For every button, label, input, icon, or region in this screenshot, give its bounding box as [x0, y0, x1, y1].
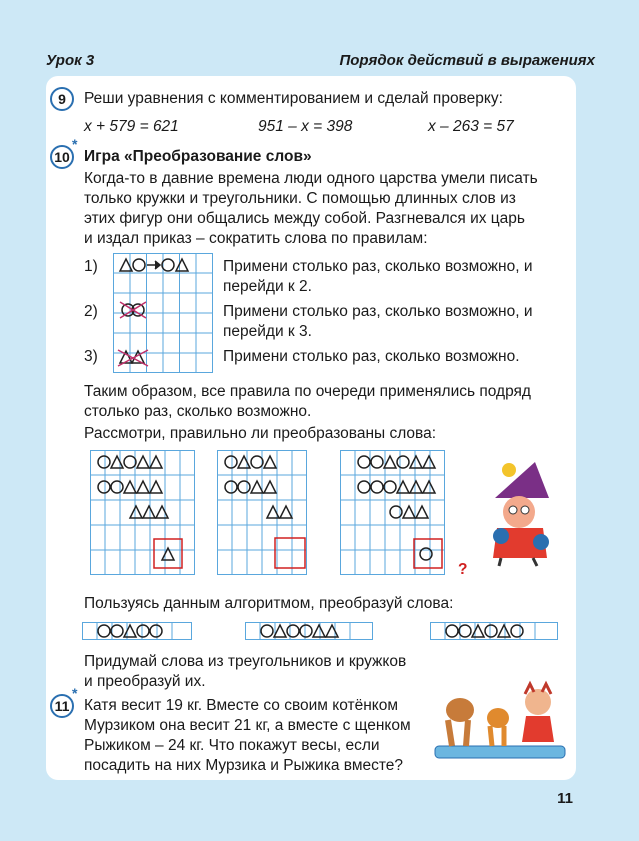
task-10-star: *: [72, 136, 78, 152]
summary-line-2: столько раз, сколько возможно.: [84, 403, 312, 420]
equation-1: x + 579 = 621: [84, 118, 179, 135]
equation-3: x – 263 = 57: [428, 118, 514, 135]
question-mark: ?: [458, 561, 468, 578]
summary-line-1: Таким образом, все правила по очереди применялись подряд: [84, 383, 531, 400]
intro-line-3: этих фигур они общались между собой. Разгневался их царь: [84, 210, 525, 227]
word-3: [430, 622, 558, 640]
word-1: [82, 622, 192, 640]
check-text: Рассмотри, правильно ли преобразованы слова:: [84, 425, 437, 442]
task-10-number: 10: [50, 145, 74, 169]
rule-2-line-2: перейди к 3.: [223, 323, 312, 340]
scale-illustration: [430, 680, 570, 770]
example-grid-2: [217, 450, 307, 575]
task-11-line-3: Рыжиком – 24 кг. Что покажут весы, если: [84, 737, 380, 754]
lesson-label: Урок 3: [46, 52, 95, 69]
rule-1-line-2: перейди к 2.: [223, 278, 312, 295]
intro-line-2: только кружки и треугольники. С помощью длинных слов из: [84, 190, 516, 207]
rule-3-label: 3): [84, 348, 98, 365]
intro-line-1: Когда-то в давние времена люди одного царства умели писать: [84, 170, 538, 187]
task-text: Пользуясь данным алгоритмом, преобразуй слова:: [84, 595, 454, 612]
rule-1-label: 1): [84, 258, 98, 275]
example-grid-1: [90, 450, 195, 575]
equation-2: 951 – x = 398: [258, 118, 353, 135]
invent-line-1: Придумай слова из треугольников и кружков: [84, 653, 407, 670]
intro-line-4: и издал приказ – сократить слова по правилам:: [84, 230, 428, 247]
rule-3-line-1: Примени столько раз, сколько возможно.: [223, 348, 520, 365]
character-illustration: [483, 458, 563, 568]
task-11-line-1: Катя весит 19 кг. Вместе со своим котёнком: [84, 697, 398, 714]
rule-2-label: 2): [84, 303, 98, 320]
invent-line-2: и преобразуй их.: [84, 673, 206, 690]
lesson-topic: Порядок действий в выражениях: [339, 52, 595, 69]
task-11-line-2: Мурзиком она весит 21 кг, а вместе с щенком: [84, 717, 411, 734]
task-11-star: *: [72, 685, 78, 701]
task-10-title: Игра «Преобразование слов»: [84, 148, 312, 165]
example-grid-3: [340, 450, 445, 575]
rules-grid: [113, 253, 213, 373]
task-9-text: Реши уравнения с комментированием и сделай проверку:: [84, 90, 503, 107]
rule-2-line-1: Примени столько раз, сколько возможно, и: [223, 303, 533, 320]
task-9-number: 9: [50, 87, 74, 111]
rule-1-line-1: Примени столько раз, сколько возможно, и: [223, 258, 533, 275]
task-11-number: 11: [50, 694, 74, 718]
page-number: 11: [557, 790, 573, 807]
word-2: [245, 622, 373, 640]
task-11-line-4: посадить на них Мурзика и Рыжика вместе?: [84, 757, 404, 774]
rule-2-cross: [120, 302, 146, 318]
